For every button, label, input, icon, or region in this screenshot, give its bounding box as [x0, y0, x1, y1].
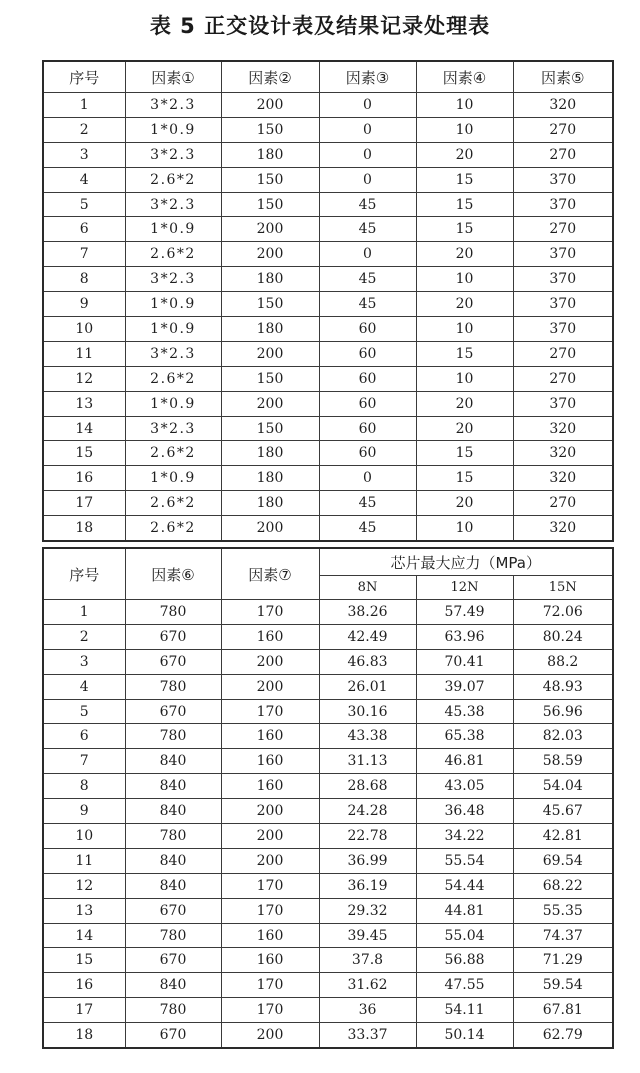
cell-factor-3: 45 [319, 192, 416, 217]
cell-factor-7: 200 [221, 674, 319, 699]
cell-stress-8n: 26.01 [319, 674, 416, 699]
cell-factor-5: 270 [513, 142, 613, 167]
cell-factor-2: 200 [221, 341, 319, 366]
table-row [43, 848, 613, 873]
cell-index: 17 [43, 998, 125, 1023]
cell-index: 7 [43, 749, 125, 774]
cell-index: 3 [43, 649, 125, 674]
cell-factor-1: 2.6*2 [125, 491, 221, 516]
cell-stress-15n: 74.37 [513, 923, 613, 948]
cell-stress-8n: 36.99 [319, 848, 416, 873]
cell-factor-6: 840 [125, 774, 221, 799]
cell-factor-1: 1*0.9 [125, 217, 221, 242]
cell-factor-2: 180 [221, 491, 319, 516]
table-row [43, 873, 613, 898]
table-row [43, 491, 613, 516]
cell-factor-7: 170 [221, 998, 319, 1023]
design-table-header-row [43, 61, 613, 93]
results-table [42, 547, 614, 1049]
cell-factor-3: 0 [319, 466, 416, 491]
cell-factor-4: 10 [416, 117, 513, 142]
cell-factor-6: 670 [125, 948, 221, 973]
table-row [43, 649, 613, 674]
cell-factor-2: 150 [221, 292, 319, 317]
cell-factor-6: 780 [125, 923, 221, 948]
cell-factor-5: 270 [513, 491, 613, 516]
cell-factor-7: 170 [221, 973, 319, 998]
cell-factor-1: 2.6*2 [125, 167, 221, 192]
cell-factor-7: 160 [221, 774, 319, 799]
document-title: 表 5 正交设计表及结果记录处理表 [149, 14, 491, 38]
cell-stress-12n: 54.11 [416, 998, 513, 1023]
cell-factor-3: 60 [319, 366, 416, 391]
table-row [43, 898, 613, 923]
cell-factor-4: 15 [416, 167, 513, 192]
cell-factor-4: 15 [416, 192, 513, 217]
cell-factor-7: 160 [221, 749, 319, 774]
cell-stress-15n: 45.67 [513, 799, 613, 824]
cell-factor-3: 45 [319, 292, 416, 317]
table-row [43, 774, 613, 799]
cell-factor-3: 0 [319, 167, 416, 192]
cell-index: 12 [43, 873, 125, 898]
cell-factor-7: 160 [221, 948, 319, 973]
cell-stress-12n: 55.54 [416, 848, 513, 873]
cell-factor-2: 150 [221, 117, 319, 142]
cell-factor-3: 0 [319, 142, 416, 167]
cell-index: 1 [43, 93, 125, 118]
cell-stress-15n: 67.81 [513, 998, 613, 1023]
cell-factor-6: 780 [125, 824, 221, 849]
table-row [43, 948, 613, 973]
cell-factor-5: 370 [513, 192, 613, 217]
cell-factor-6: 670 [125, 699, 221, 724]
cell-factor-1: 2.6*2 [125, 242, 221, 267]
cell-factor-4: 10 [416, 267, 513, 292]
cell-index: 1 [43, 600, 125, 625]
cell-stress-12n: 43.05 [416, 774, 513, 799]
table-row [43, 749, 613, 774]
cell-factor-6: 670 [125, 898, 221, 923]
table-row [43, 317, 613, 342]
cell-index: 17 [43, 491, 125, 516]
cell-stress-12n: 45.38 [416, 699, 513, 724]
cell-factor-4: 15 [416, 441, 513, 466]
cell-stress-8n: 43.38 [319, 724, 416, 749]
cell-stress-12n: 65.38 [416, 724, 513, 749]
cell-index: 6 [43, 217, 125, 242]
cell-factor-5: 370 [513, 242, 613, 267]
table-row [43, 192, 613, 217]
cell-factor-4: 20 [416, 391, 513, 416]
cell-factor-6: 840 [125, 749, 221, 774]
cell-factor-2: 200 [221, 516, 319, 541]
cell-stress-8n: 42.49 [319, 624, 416, 649]
cell-stress-12n: 70.41 [416, 649, 513, 674]
cell-factor-3: 0 [319, 242, 416, 267]
cell-factor-5: 320 [513, 441, 613, 466]
cell-factor-2: 200 [221, 217, 319, 242]
cell-stress-8n: 36.19 [319, 873, 416, 898]
cell-factor-6: 840 [125, 799, 221, 824]
cell-factor-1: 2.6*2 [125, 366, 221, 391]
cell-factor-5: 320 [513, 93, 613, 118]
cell-index: 16 [43, 466, 125, 491]
cell-factor-1: 1*0.9 [125, 391, 221, 416]
cell-factor-5: 320 [513, 516, 613, 541]
cell-index: 10 [43, 824, 125, 849]
table-row [43, 416, 613, 441]
table-row [43, 998, 613, 1023]
cell-factor-2: 180 [221, 317, 319, 342]
table-row [43, 600, 613, 625]
cell-factor-3: 45 [319, 491, 416, 516]
table-row [43, 799, 613, 824]
cell-factor-5: 370 [513, 167, 613, 192]
cell-factor-3: 60 [319, 441, 416, 466]
cell-factor-2: 200 [221, 93, 319, 118]
cell-factor-7: 170 [221, 873, 319, 898]
table-row [43, 824, 613, 849]
cell-factor-7: 170 [221, 600, 319, 625]
cell-factor-3: 60 [319, 416, 416, 441]
cell-factor-7: 200 [221, 799, 319, 824]
cell-stress-8n: 31.13 [319, 749, 416, 774]
cell-factor-1: 3*2.3 [125, 416, 221, 441]
table-row [43, 217, 613, 242]
table-row [43, 167, 613, 192]
cell-factor-6: 670 [125, 1023, 221, 1048]
cell-factor-5: 370 [513, 267, 613, 292]
cell-factor-4: 10 [416, 366, 513, 391]
table-row [43, 724, 613, 749]
cell-stress-15n: 62.79 [513, 1023, 613, 1048]
cell-factor-1: 1*0.9 [125, 292, 221, 317]
table-row [43, 624, 613, 649]
header-index: 序号 [43, 61, 125, 93]
cell-factor-3: 60 [319, 341, 416, 366]
cell-factor-6: 670 [125, 649, 221, 674]
cell-factor-4: 20 [416, 416, 513, 441]
table-row [43, 366, 613, 391]
cell-factor-6: 780 [125, 998, 221, 1023]
cell-factor-7: 200 [221, 824, 319, 849]
cell-factor-1: 2.6*2 [125, 516, 221, 541]
cell-index: 14 [43, 416, 125, 441]
cell-factor-4: 10 [416, 516, 513, 541]
header-load-12n: 12N [416, 576, 513, 600]
cell-factor-4: 20 [416, 142, 513, 167]
cell-stress-8n: 24.28 [319, 799, 416, 824]
cell-factor-7: 160 [221, 624, 319, 649]
cell-factor-6: 840 [125, 848, 221, 873]
cell-factor-3: 0 [319, 93, 416, 118]
table-row [43, 292, 613, 317]
cell-stress-15n: 80.24 [513, 624, 613, 649]
cell-index: 15 [43, 948, 125, 973]
cell-factor-1: 3*2.3 [125, 267, 221, 292]
cell-stress-12n: 39.07 [416, 674, 513, 699]
cell-index: 13 [43, 898, 125, 923]
cell-factor-7: 200 [221, 848, 319, 873]
cell-index: 4 [43, 674, 125, 699]
cell-factor-4: 15 [416, 466, 513, 491]
cell-stress-15n: 48.93 [513, 674, 613, 699]
cell-stress-12n: 54.44 [416, 873, 513, 898]
cell-factor-1: 1*0.9 [125, 317, 221, 342]
cell-factor-5: 370 [513, 317, 613, 342]
cell-factor-3: 45 [319, 267, 416, 292]
header-factor-1: 因素① [125, 61, 221, 93]
cell-factor-5: 320 [513, 466, 613, 491]
cell-factor-7: 200 [221, 649, 319, 674]
cell-factor-4: 20 [416, 242, 513, 267]
cell-stress-8n: 22.78 [319, 824, 416, 849]
cell-stress-12n: 44.81 [416, 898, 513, 923]
cell-factor-6: 780 [125, 724, 221, 749]
cell-stress-15n: 72.06 [513, 600, 613, 625]
cell-factor-1: 2.6*2 [125, 441, 221, 466]
table-row [43, 699, 613, 724]
cell-factor-3: 0 [319, 117, 416, 142]
cell-factor-4: 15 [416, 217, 513, 242]
header-factor-3: 因素③ [319, 61, 416, 93]
cell-factor-6: 780 [125, 600, 221, 625]
header-factor-7: 因素⑦ [221, 548, 319, 600]
header-factor-2: 因素② [221, 61, 319, 93]
cell-factor-3: 60 [319, 317, 416, 342]
cell-stress-8n: 39.45 [319, 923, 416, 948]
cell-stress-12n: 56.88 [416, 948, 513, 973]
cell-factor-2: 180 [221, 466, 319, 491]
cell-factor-2: 150 [221, 167, 319, 192]
cell-factor-7: 200 [221, 1023, 319, 1048]
cell-stress-12n: 50.14 [416, 1023, 513, 1048]
cell-factor-1: 3*2.3 [125, 192, 221, 217]
cell-factor-2: 180 [221, 267, 319, 292]
cell-index: 15 [43, 441, 125, 466]
cell-stress-12n: 46.81 [416, 749, 513, 774]
cell-factor-4: 10 [416, 317, 513, 342]
cell-index: 8 [43, 774, 125, 799]
cell-factor-2: 180 [221, 142, 319, 167]
cell-index: 11 [43, 848, 125, 873]
cell-factor-5: 270 [513, 217, 613, 242]
results-table-header-row [43, 548, 613, 576]
cell-index: 4 [43, 167, 125, 192]
cell-factor-2: 150 [221, 416, 319, 441]
cell-factor-5: 370 [513, 292, 613, 317]
cell-factor-1: 3*2.3 [125, 341, 221, 366]
table-row [43, 267, 613, 292]
cell-index: 12 [43, 366, 125, 391]
cell-factor-7: 170 [221, 699, 319, 724]
cell-index: 2 [43, 624, 125, 649]
cell-stress-12n: 47.55 [416, 973, 513, 998]
cell-stress-15n: 88.2 [513, 649, 613, 674]
cell-factor-1: 3*2.3 [125, 93, 221, 118]
cell-stress-8n: 38.26 [319, 600, 416, 625]
cell-factor-6: 780 [125, 674, 221, 699]
cell-stress-15n: 59.54 [513, 973, 613, 998]
cell-factor-4: 20 [416, 292, 513, 317]
cell-index: 2 [43, 117, 125, 142]
cell-factor-2: 200 [221, 242, 319, 267]
cell-stress-8n: 33.37 [319, 1023, 416, 1048]
cell-factor-7: 170 [221, 898, 319, 923]
cell-factor-1: 1*0.9 [125, 117, 221, 142]
cell-factor-3: 60 [319, 391, 416, 416]
cell-stress-8n: 46.83 [319, 649, 416, 674]
table-row [43, 923, 613, 948]
cell-stress-12n: 34.22 [416, 824, 513, 849]
cell-stress-15n: 58.59 [513, 749, 613, 774]
cell-stress-8n: 28.68 [319, 774, 416, 799]
table-row [43, 674, 613, 699]
cell-factor-6: 840 [125, 973, 221, 998]
cell-factor-7: 160 [221, 923, 319, 948]
cell-factor-2: 150 [221, 366, 319, 391]
cell-factor-4: 10 [416, 93, 513, 118]
cell-index: 3 [43, 142, 125, 167]
cell-factor-6: 670 [125, 624, 221, 649]
cell-factor-1: 3*2.3 [125, 142, 221, 167]
cell-stress-15n: 55.35 [513, 898, 613, 923]
header-factor-4: 因素④ [416, 61, 513, 93]
cell-factor-5: 270 [513, 117, 613, 142]
cell-factor-5: 320 [513, 416, 613, 441]
table-row [43, 341, 613, 366]
cell-index: 18 [43, 516, 125, 541]
cell-stress-8n: 37.8 [319, 948, 416, 973]
cell-factor-3: 45 [319, 516, 416, 541]
cell-factor-3: 45 [319, 217, 416, 242]
cell-stress-15n: 68.22 [513, 873, 613, 898]
cell-stress-12n: 63.96 [416, 624, 513, 649]
cell-stress-15n: 54.04 [513, 774, 613, 799]
cell-stress-12n: 36.48 [416, 799, 513, 824]
cell-stress-8n: 29.32 [319, 898, 416, 923]
cell-index: 6 [43, 724, 125, 749]
cell-factor-5: 270 [513, 341, 613, 366]
table-row [43, 516, 613, 541]
cell-stress-8n: 36 [319, 998, 416, 1023]
cell-index: 8 [43, 267, 125, 292]
header-factor-5: 因素⑤ [513, 61, 613, 93]
header-factor-6: 因素⑥ [125, 548, 221, 600]
cell-index: 7 [43, 242, 125, 267]
table-row [43, 242, 613, 267]
table-row [43, 142, 613, 167]
table-row [43, 973, 613, 998]
header-load-8n: 8N [319, 576, 416, 600]
header-load-15n: 15N [513, 576, 613, 600]
cell-factor-1: 1*0.9 [125, 466, 221, 491]
table-row [43, 391, 613, 416]
cell-index: 13 [43, 391, 125, 416]
cell-index: 10 [43, 317, 125, 342]
cell-index: 16 [43, 973, 125, 998]
cell-factor-2: 180 [221, 441, 319, 466]
cell-factor-2: 200 [221, 391, 319, 416]
cell-index: 9 [43, 799, 125, 824]
cell-factor-2: 150 [221, 192, 319, 217]
cell-factor-7: 160 [221, 724, 319, 749]
cell-index: 9 [43, 292, 125, 317]
cell-stress-12n: 55.04 [416, 923, 513, 948]
cell-factor-6: 840 [125, 873, 221, 898]
cell-factor-5: 270 [513, 366, 613, 391]
table-row [43, 441, 613, 466]
cell-index: 11 [43, 341, 125, 366]
cell-factor-4: 15 [416, 341, 513, 366]
table-row [43, 117, 613, 142]
cell-stress-12n: 57.49 [416, 600, 513, 625]
cell-index: 5 [43, 192, 125, 217]
cell-stress-15n: 82.03 [513, 724, 613, 749]
table-row [43, 1023, 613, 1048]
cell-stress-15n: 42.81 [513, 824, 613, 849]
cell-stress-8n: 30.16 [319, 699, 416, 724]
design-table [42, 60, 614, 542]
cell-factor-5: 370 [513, 391, 613, 416]
cell-index: 5 [43, 699, 125, 724]
cell-factor-4: 20 [416, 491, 513, 516]
header-index: 序号 [43, 548, 125, 600]
cell-index: 18 [43, 1023, 125, 1048]
cell-stress-8n: 31.62 [319, 973, 416, 998]
table-row [43, 466, 613, 491]
table-row [43, 93, 613, 118]
cell-index: 14 [43, 923, 125, 948]
cell-stress-15n: 56.96 [513, 699, 613, 724]
cell-stress-15n: 69.54 [513, 848, 613, 873]
cell-stress-15n: 71.29 [513, 948, 613, 973]
header-max-stress: 芯片最大应力（MPa） [319, 548, 613, 576]
